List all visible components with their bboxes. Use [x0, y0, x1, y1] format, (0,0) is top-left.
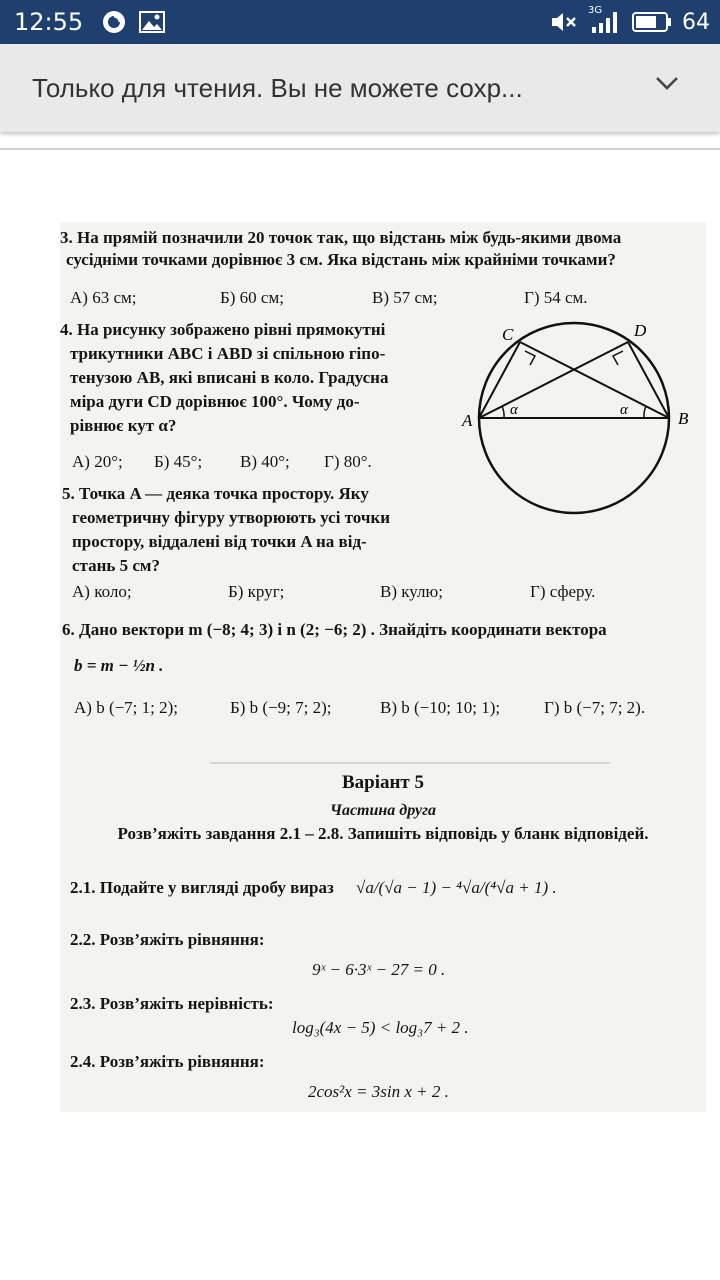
- chevron-down-icon[interactable]: [654, 74, 680, 97]
- q5-option-c: В) кулю;: [380, 582, 443, 601]
- q3-text: [60, 228, 621, 248]
- variant-title: Варіант 5: [341, 772, 425, 793]
- q6-option-b: Б) b (−9; 7; 2);: [230, 698, 332, 717]
- q3-option-b: Б) 60 см;: [220, 288, 284, 307]
- sync-icon: [101, 9, 127, 35]
- q3-line2: сусідніми точками дорівнює 3 см. Яка відстань між крайніми точками?: [66, 250, 616, 269]
- document-page: [60, 222, 706, 1112]
- q6-option-d: Г) b (−7; 7; 2).: [544, 698, 646, 717]
- divider: [0, 148, 720, 150]
- q3-number: 3.: [60, 228, 73, 247]
- q4-line5: рівнює кут α?: [70, 416, 177, 435]
- task-2-4-expression: 2cos²x = 3sin x + 2 .: [308, 1082, 449, 1101]
- variant-instruction: Розв’яжіть завдання 2.1 – 2.8. Запишіть відповідь у бланк відповідей.: [117, 824, 649, 843]
- q5-number: 5.: [62, 484, 75, 503]
- figure-alpha-right: α: [620, 402, 628, 418]
- banner-message: Только для чтения. Вы не можете сохр...: [32, 72, 523, 103]
- network-type: 3G: [588, 5, 603, 16]
- figure-label-a: A: [462, 411, 473, 430]
- figure-label-c: C: [502, 325, 514, 344]
- figure-label-b: B: [678, 409, 689, 428]
- q5-line2: геометричну фігуру утворюють усі точки: [72, 508, 391, 527]
- status-bar: [0, 0, 720, 44]
- q5-option-d: Г) сферу.: [530, 582, 596, 601]
- q6-line1-text: Дано вектори m (−8; 4; 3) і n (2; −6; 2) . Знайдіть координати вектора: [79, 620, 607, 639]
- status-time: 12:55: [14, 8, 84, 36]
- q4-option-b: Б) 45°;: [154, 452, 203, 471]
- q5-option-b: Б) круг;: [228, 582, 285, 601]
- battery-level: 64: [682, 9, 710, 35]
- q6-line2: b = m − ½n .: [74, 656, 164, 675]
- figure-label-d: D: [634, 321, 647, 340]
- q5-line1: [62, 484, 369, 504]
- q4-option-a: А) 20°;: [72, 452, 123, 471]
- q4-line1: [60, 320, 385, 340]
- task-2-3-expression: log₃(4x − 5) < log₃7 + 2 .: [292, 1018, 469, 1037]
- task-2-2-label: 2.2. Розв’яжіть рівняння:: [70, 930, 265, 949]
- q4-line3: тенузою AB, які вписані в коло. Градусна: [70, 368, 389, 387]
- image-icon: [139, 11, 165, 33]
- q6-option-c: В) b (−10; 10; 1);: [380, 698, 501, 717]
- q4-line4: міра дуги CD дорівнює 100°. Чому до-: [70, 392, 360, 411]
- figure-alpha-left: α: [510, 402, 518, 418]
- q4-line1-text: На рисунку зображено рівні прямокутні: [77, 320, 386, 339]
- task-2-1-label: 2.1. Подайте у вигляді дробу вираз: [70, 878, 334, 897]
- q5-option-a: А) коло;: [72, 582, 132, 601]
- signal-icon: [588, 5, 622, 35]
- q3-option-a: А) 63 см;: [70, 288, 137, 307]
- variant-subtitle: Частина друга: [329, 802, 437, 819]
- mute-icon: [550, 10, 578, 34]
- q5-line3: простору, віддалені від точки A на від-: [72, 532, 367, 551]
- task-2-3-label: 2.3. Розв’яжіть нерівність:: [70, 994, 274, 1013]
- q5-line4: стань 5 см?: [72, 556, 161, 575]
- q6-option-a: А) b (−7; 1; 2);: [74, 698, 179, 717]
- q4-number: 4.: [60, 320, 73, 339]
- q6-line1: [62, 620, 607, 640]
- q3-option-c: В) 57 см;: [372, 288, 438, 307]
- q3-option-d: Г) 54 см.: [524, 288, 588, 307]
- read-only-banner[interactable]: [0, 44, 720, 132]
- q6-number: 6.: [62, 620, 75, 639]
- bleed-line: [210, 762, 610, 764]
- task-2-2-expression: 9ˣ − 6·3ˣ − 27 = 0 .: [312, 960, 446, 979]
- q4-line2: трикутники ABC і ABD зі спільною гіпо-: [70, 344, 386, 363]
- q5-line1-text: Точка A — деяка точка простору. Яку: [79, 484, 369, 503]
- q4-option-d: Г) 80°.: [324, 452, 372, 471]
- battery-icon: [632, 11, 672, 33]
- task-2-1-expression: √a/(√a − 1) − ⁴√a/(⁴√a + 1) .: [356, 878, 557, 897]
- circle-figure: [458, 320, 706, 530]
- task-2-4-label: 2.4. Розв’яжіть рівняння:: [70, 1052, 265, 1071]
- q3-line1: На прямій позначили 20 точок так, що відстань між будь-якими двома: [77, 228, 622, 247]
- q4-option-c: В) 40°;: [240, 452, 290, 471]
